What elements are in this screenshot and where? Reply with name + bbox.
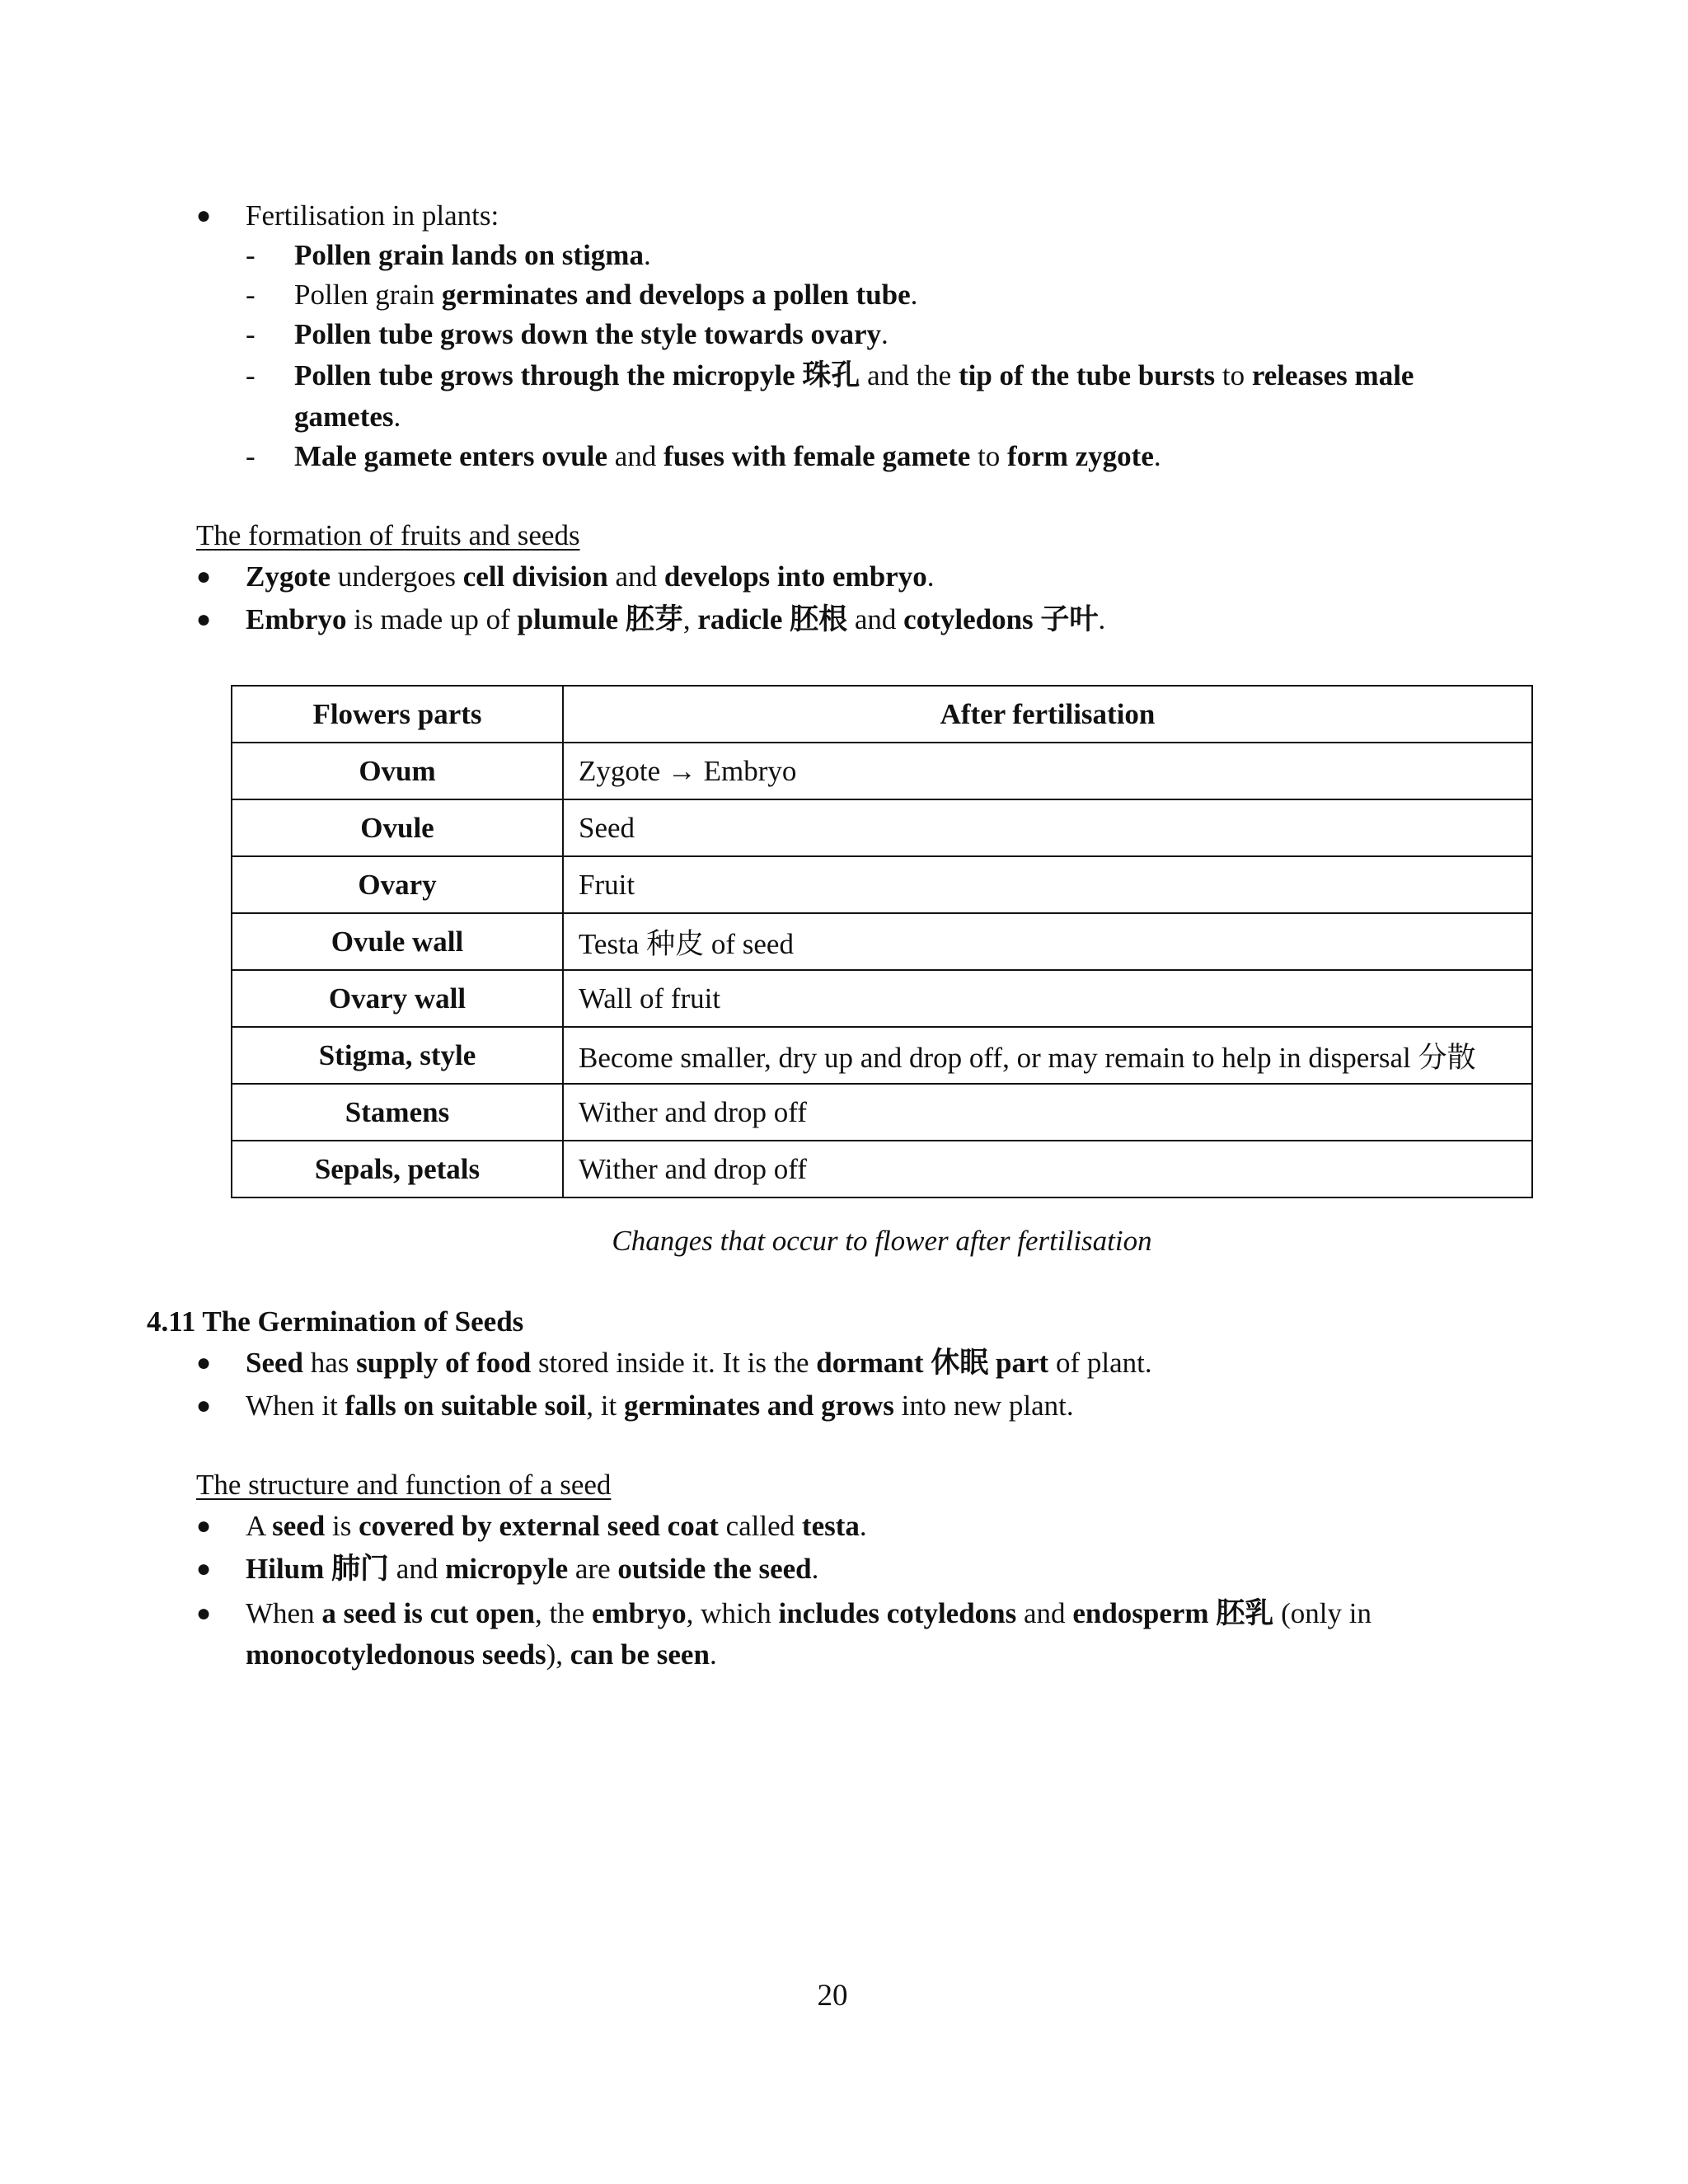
bullet-icon: ● [196,563,212,590]
bullet-icon: ● [196,1512,212,1540]
dash-icon: - [246,318,256,350]
structure-heading: The structure and function of a seed [196,1469,612,1501]
bullet-icon: ● [196,1392,212,1419]
table-cell-after: Zygote → Embryo [563,743,1532,799]
fertilisation-changes-table [231,685,1533,1198]
table-header-after: After fertilisation [563,686,1532,743]
table-cell-part: Ovary [232,856,563,913]
table-cell-after: Wither and drop off [563,1141,1532,1197]
dash-icon: - [246,359,256,391]
table-cell-after: Wall of fruit [563,970,1532,1027]
fertilisation-step-4: Pollen tube grows through the micropyle 珠孔 and the tip of the tube bursts to releases male [294,359,1414,391]
table-header-row [232,686,1532,743]
bullet-icon: ● [196,1600,212,1627]
bullet-icon: ● [196,1349,212,1376]
fertilisation-step-2: Pollen grain germinates and develops a pollen tube. [294,279,918,311]
table-cell-part: Stigma, style [232,1027,563,1084]
table-cell-after: Testa 种皮 of seed [563,913,1532,970]
table-row [232,856,1532,913]
structure-bullet-3: When a seed is cut open, the embryo, which includes cotyledons and endosperm 胚乳 (only in [246,1597,1372,1629]
table-row [232,1141,1532,1197]
germination-bullet-2: When it falls on suitable soil, it germinates and grows into new plant. [246,1390,1074,1422]
table-cell-part: Stamens [232,1084,563,1141]
fertilisation-step-3: Pollen tube grows down the style towards ovary. [294,318,889,350]
bullet-icon: ● [196,202,212,229]
table-cell-part: Ovary wall [232,970,563,1027]
dash-icon: - [246,279,256,311]
table-header-part: Flowers parts [232,686,563,743]
table-cell-part: Sepals, petals [232,1141,563,1197]
fertilisation-intro: Fertilisation in plants: [246,199,499,232]
fertilisation-step-1: Pollen grain lands on stigma. [294,239,651,271]
structure-bullet-2: Hilum 肺门 and micropyle are outside the seed. [246,1553,819,1585]
table-cell-after: Seed [563,799,1532,856]
germination-bullet-1: Seed has supply of food stored inside it. It is the dormant 休眠 part of plant. [246,1347,1152,1379]
bullet-icon: ● [196,606,212,633]
bullet-icon: ● [196,1555,212,1582]
page-number: 20 [817,1979,848,2013]
table-row [232,1084,1532,1141]
dash-icon: - [246,440,256,472]
table-row [232,913,1532,970]
table-row [232,1027,1532,1084]
structure-bullet-1: A seed is covered by external seed coat called testa. [246,1510,867,1542]
table-cell-part: Ovum [232,743,563,799]
fertilisation-step-4-cont: gametes. [294,401,401,433]
section-heading: 4.11 The Germination of Seeds [147,1305,524,1338]
table-cell-after: Wither and drop off [563,1084,1532,1141]
fruits-bullet-2: Embryo is made up of plumule 胚芽, radicle 胚根 and cotyledons 子叶. [246,603,1106,635]
table-cell-part: Ovule wall [232,913,563,970]
table-row [232,743,1532,799]
table-caption: Changes that occur to flower after fertilisation [612,1225,1152,1257]
fertilisation-step-5: Male gamete enters ovule and fuses with female gamete to form zygote. [294,440,1161,472]
table-cell-after: Fruit [563,856,1532,913]
table-cell-after: Become smaller, dry up and drop off, or may remain to help in dispersal 分散 [563,1027,1532,1084]
table-row [232,970,1532,1027]
table-cell-part: Ovule [232,799,563,856]
fruits-bullet-1: Zygote undergoes cell division and develops into embryo. [246,560,935,593]
table-row [232,799,1532,856]
structure-bullet-3-cont: monocotyledonous seeds), can be seen. [246,1638,717,1671]
dash-icon: - [246,239,256,271]
fruits-heading: The formation of fruits and seeds [196,519,580,551]
